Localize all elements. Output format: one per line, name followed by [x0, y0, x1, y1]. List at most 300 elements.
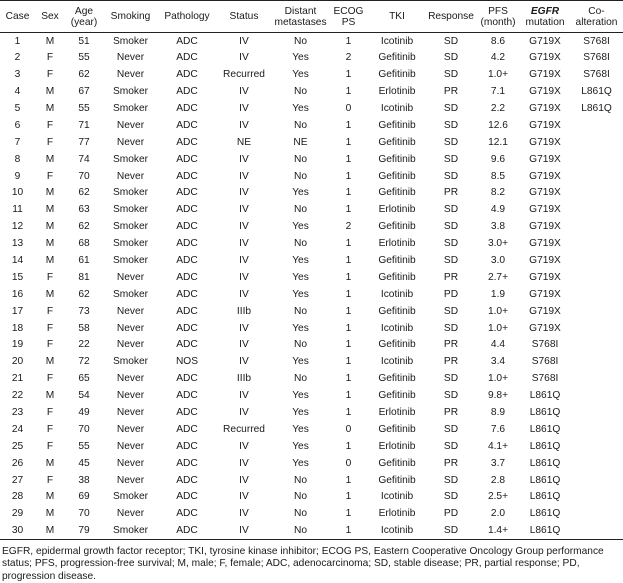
cell-age: 55 [78, 103, 90, 114]
cell-case: 4 [14, 86, 21, 98]
cell-age: 54 [78, 390, 90, 402]
cell-response: SD [443, 491, 459, 503]
cell-response: SD [443, 136, 459, 148]
cell-age: 67 [78, 86, 90, 98]
cell-co-alteration [570, 252, 623, 269]
cell-pfs: 3.7 [490, 457, 506, 469]
cell-tki: Erlotinib [378, 440, 416, 452]
cell-age: 65 [78, 373, 90, 385]
cell-co-alteration [570, 387, 623, 404]
cell-ecog-ps: 1 [345, 474, 352, 486]
cell-age: 62 [78, 69, 90, 81]
cell-sex: F [46, 52, 54, 64]
cell-smoking: Never [116, 407, 145, 419]
cell-distant-metastases: No [293, 474, 308, 486]
cell-smoking: Smoker [112, 187, 149, 199]
cell-response: SD [443, 221, 459, 233]
header-ecog-ps: ECOG PS [329, 1, 368, 33]
table-row [0, 303, 623, 320]
table-row [0, 505, 623, 522]
cell-egfr-mutation: G719X [529, 305, 561, 317]
cell-pathology: ADC [176, 170, 198, 182]
cell-sex: M [45, 187, 55, 199]
cell-pfs: 1.0+ [487, 69, 509, 81]
cell-sex: F [46, 271, 54, 283]
cell-pathology: ADC [176, 390, 198, 402]
cell-egfr-mutation: L861Q [529, 423, 561, 435]
cell-egfr-mutation: L861Q [520, 522, 570, 539]
table-row [0, 66, 623, 83]
table-header-row [0, 1, 623, 33]
cell-pathology: ADC [176, 187, 198, 199]
cell-co-alteration [570, 455, 623, 472]
cell-co-alteration [570, 303, 623, 320]
cell-case: 5 [14, 103, 21, 114]
cell-ecog-ps: 1 [345, 153, 352, 165]
cell-distant-metastases: Yes [292, 322, 309, 334]
cell-egfr-mutation: L861Q [529, 457, 561, 469]
cell-pfs: 1.0+ [487, 373, 509, 385]
cell-co-alteration [570, 438, 623, 455]
cell-pfs: 3.0+ [487, 238, 509, 250]
cell-status: IV [239, 271, 249, 283]
cell-status: IV [239, 221, 249, 233]
cell-ecog-ps: 1 [345, 356, 352, 368]
cell-distant-metastases: Yes [292, 356, 309, 368]
cell-tki: Icotinib [380, 322, 414, 334]
cell-egfr-mutation: G719X [529, 271, 561, 283]
cell-tki: Gefitinib [378, 170, 416, 182]
cell-smoking: Never [116, 170, 145, 182]
cell-status: IV [239, 187, 249, 199]
cell-pfs: 9.6 [490, 153, 506, 165]
cell-response: SD [443, 390, 459, 402]
header-case: Case [0, 1, 35, 33]
cell-age: 22 [78, 339, 90, 351]
cell-case: 17 [11, 305, 24, 317]
cell-smoking: Never [116, 69, 145, 81]
cell-tki: Icotinib [380, 491, 414, 503]
cell-egfr-mutation: G719X [529, 170, 561, 182]
table-row [0, 472, 623, 489]
cell-co-alteration [570, 201, 623, 218]
cell-smoking: Smoker [112, 238, 149, 250]
cell-ecog-ps: 2 [345, 221, 352, 233]
cell-tki: Icotinib [380, 288, 414, 300]
cell-tki: Gefitinib [378, 221, 416, 233]
cell-co-alteration [570, 353, 623, 370]
cell-ecog-ps: 1 [345, 288, 352, 300]
cell-distant-metastases: No [293, 170, 308, 182]
cell-pfs: 4.9 [490, 204, 506, 216]
cell-co-alteration: S768I [583, 52, 610, 64]
table-row [0, 404, 623, 421]
header-smoking: Smoking [103, 1, 158, 33]
cell-distant-metastases: No [293, 339, 308, 351]
cell-age: 45 [78, 457, 90, 469]
cell-status: IV [239, 153, 249, 165]
cell-pathology: ADC [176, 153, 198, 165]
cell-distant-metastases: Yes [292, 52, 309, 64]
cell-case: 15 [11, 271, 24, 283]
cell-co-alteration [570, 151, 623, 168]
cell-case: 18 [11, 322, 24, 334]
cell-egfr-mutation: L861Q [529, 508, 561, 520]
cell-pfs: 1.4+ [476, 522, 520, 539]
cell-distant-metastases: Yes [292, 187, 309, 199]
cell-distant-metastases: Yes [292, 407, 309, 419]
cell-case: 16 [11, 288, 24, 300]
table-row [0, 235, 623, 252]
cell-egfr-mutation: L861Q [529, 390, 561, 402]
cell-egfr-mutation: G719X [529, 187, 561, 199]
cell-ecog-ps: 0 [345, 457, 352, 469]
cell-tki: Gefitinib [378, 339, 416, 351]
cell-smoking: Never [116, 390, 145, 402]
cell-co-alteration: L861Q [581, 103, 612, 114]
cell-age: 77 [78, 136, 90, 148]
table-row [0, 320, 623, 337]
cell-tki: Icotinib [380, 356, 414, 368]
cell-case: 12 [11, 221, 24, 233]
cell-egfr-mutation: L861Q [529, 491, 561, 503]
cell-pfs: 2.7+ [487, 271, 509, 283]
cell-tki: Gefitinib [378, 136, 416, 148]
table-row [0, 387, 623, 404]
cell-ecog-ps: 1 [345, 305, 352, 317]
cell-age: 38 [78, 474, 90, 486]
cell-age: 71 [78, 119, 90, 131]
cell-status: IV [239, 407, 249, 419]
cell-pathology: ADC [176, 491, 198, 503]
cell-case: 13 [11, 238, 24, 250]
cell-sex: M [45, 103, 55, 114]
cell-pfs: 4.2 [490, 52, 506, 64]
cell-ecog-ps: 1 [345, 440, 352, 452]
cell-status: IV [239, 35, 249, 47]
cell-status: IV [239, 119, 249, 131]
cell-tki: Gefitinib [378, 153, 416, 165]
cell-co-alteration [570, 117, 623, 134]
cell-co-alteration [570, 134, 623, 151]
cell-distant-metastases: No [293, 153, 308, 165]
cell-co-alteration [570, 489, 623, 506]
cell-distant-metastases: No [293, 204, 308, 216]
cell-response: SD [443, 238, 459, 250]
cell-pfs: 7.1 [490, 86, 506, 98]
cell-co-alteration [570, 218, 623, 235]
header-pathology: Pathology [158, 1, 216, 33]
header-age: Age (year) [65, 1, 103, 33]
cell-pfs: 2.2 [490, 103, 506, 114]
cell-pathology: ADC [176, 221, 198, 233]
table-row [0, 201, 623, 218]
cell-distant-metastases: No [293, 305, 308, 317]
cell-ecog-ps: 1 [329, 522, 368, 539]
cell-ecog-ps: 1 [345, 255, 352, 267]
cell-pathology: ADC [176, 474, 198, 486]
cell-pathology: ADC [176, 119, 198, 131]
cell-pathology: NOS [175, 356, 199, 368]
cell-ecog-ps: 1 [345, 238, 352, 250]
cell-sex: M [45, 86, 55, 98]
table-row [0, 522, 623, 539]
cell-pathology: ADC [176, 204, 198, 216]
cell-pathology: ADC [176, 35, 198, 47]
cell-smoking: Never [116, 457, 145, 469]
cell-smoking: Never [116, 508, 145, 520]
cell-tki: Gefitinib [378, 305, 416, 317]
cell-age: 70 [78, 423, 90, 435]
cell-response: SD [443, 255, 459, 267]
cell-tki: Erlotinib [378, 238, 416, 250]
header-co-alteration: Co- alteration [570, 1, 623, 33]
cell-pfs: 8.5 [490, 170, 506, 182]
cell-response: SD [443, 423, 459, 435]
table-row [0, 353, 623, 370]
cell-status: Recurred [223, 69, 265, 81]
cell-egfr-mutation: G719X [529, 221, 561, 233]
cell-status: IV [239, 255, 249, 267]
table-body [0, 33, 623, 540]
cell-pathology: ADC [176, 288, 198, 300]
cell-distant-metastases: Yes [292, 103, 309, 114]
cell-case: 11 [12, 204, 23, 216]
header-response: Response [426, 1, 476, 33]
cell-case: 6 [14, 119, 21, 131]
cell-pathology: ADC [176, 373, 198, 385]
cell-age: 70 [78, 170, 90, 182]
cell-distant-metastases: No [293, 491, 308, 503]
cell-tki: Gefitinib [378, 255, 416, 267]
cell-egfr-mutation: S768I [531, 339, 559, 351]
cell-pathology: ADC [176, 103, 198, 114]
table-row [0, 421, 623, 438]
cell-response: SD [443, 119, 459, 131]
cell-ecog-ps: 1 [345, 491, 352, 503]
cell-status: IV [239, 238, 249, 250]
cell-response: PR [443, 187, 459, 199]
header-tki: TKI [368, 1, 426, 33]
cell-response: SD [443, 170, 459, 182]
cell-pfs: 2.0 [490, 508, 506, 520]
cell-tki: Gefitinib [378, 457, 416, 469]
cell-tki: Gefitinib [378, 390, 416, 402]
cell-age: 49 [78, 407, 90, 419]
cell-tki: Icotinib [368, 522, 426, 539]
cell-case: 19 [11, 339, 24, 351]
cell-response: SD [443, 204, 459, 216]
cell-pfs: 3.0 [490, 255, 506, 267]
cell-sex: F [46, 119, 54, 131]
cell-case: 23 [11, 407, 24, 419]
cell-distant-metastases: No [293, 373, 308, 385]
cell-status: IV [239, 86, 249, 98]
cell-distant-metastases: No [293, 238, 308, 250]
cell-ecog-ps: 1 [345, 136, 352, 148]
cell-ecog-ps: 1 [345, 508, 352, 520]
cell-sex: M [45, 491, 55, 503]
cell-tki: Gefitinib [378, 423, 416, 435]
cell-distant-metastases: Yes [292, 440, 309, 452]
cell-distant-metastases: Yes [292, 69, 309, 81]
cell-pathology: ADC [176, 305, 198, 317]
cell-co-alteration [570, 168, 623, 185]
cell-ecog-ps: 1 [345, 187, 352, 199]
cell-response: SD [426, 522, 476, 539]
cell-distant-metastases: Yes [292, 423, 309, 435]
cell-sex: F [46, 136, 54, 148]
cell-age: 79 [65, 522, 103, 539]
cell-distant-metastases: No [272, 522, 329, 539]
cell-ecog-ps: 0 [345, 103, 352, 114]
cell-smoking: Never [116, 322, 145, 334]
cell-ecog-ps: 1 [345, 119, 352, 131]
header-pfs: PFS (month) [476, 1, 520, 33]
cell-egfr-mutation: G719X [529, 322, 561, 334]
cell-egfr-mutation: G719X [529, 119, 561, 131]
cell-smoking: Smoker [112, 35, 149, 47]
cell-egfr-mutation: G719X [529, 288, 561, 300]
cell-co-alteration [570, 421, 623, 438]
cell-tki: Gefitinib [378, 119, 416, 131]
cell-smoking: Never [116, 339, 145, 351]
cell-status: IV [239, 508, 249, 520]
cell-co-alteration: S768I [583, 35, 610, 47]
cell-sex: M [35, 522, 65, 539]
cell-distant-metastases: Yes [292, 390, 309, 402]
cell-status: IV [239, 339, 249, 351]
cell-age: 63 [78, 204, 90, 216]
cell-pathology: ADC [176, 508, 198, 520]
cell-distant-metastases: Yes [292, 288, 309, 300]
cell-tki: Gefitinib [378, 271, 416, 283]
cell-response: SD [443, 35, 459, 47]
cell-status: NE [236, 136, 252, 148]
cell-pfs: 1.0+ [487, 305, 509, 317]
cell-case: 2 [14, 52, 21, 64]
cell-co-alteration [570, 505, 623, 522]
cell-co-alteration [570, 235, 623, 252]
table-row [0, 117, 623, 134]
cell-distant-metastases: Yes [292, 255, 309, 267]
cell-pfs: 8.2 [490, 187, 506, 199]
cell-ecog-ps: 1 [345, 204, 352, 216]
cell-pfs: 8.9 [490, 407, 506, 419]
cell-age: 62 [78, 221, 90, 233]
cell-ecog-ps: 1 [345, 407, 352, 419]
cell-ecog-ps: 1 [345, 35, 352, 47]
cell-ecog-ps: 1 [345, 271, 352, 283]
cell-sex: F [46, 322, 54, 334]
cell-sex: M [45, 238, 55, 250]
cell-smoking: Never [116, 440, 145, 452]
cell-smoking: Smoker [112, 356, 149, 368]
cell-age: 58 [78, 322, 90, 334]
table-row [0, 370, 623, 387]
cell-egfr-mutation: G719X [529, 136, 561, 148]
header-egfr-mutation: EGFR mutation [520, 1, 570, 33]
cell-pathology: ADC [176, 136, 198, 148]
cell-status: IV [239, 356, 249, 368]
cell-egfr-mutation: G719X [529, 204, 561, 216]
cell-status: IV [239, 170, 249, 182]
table-row [0, 33, 623, 50]
cell-tki: Gefitinib [378, 52, 416, 64]
cell-egfr-mutation: S768I [531, 356, 559, 368]
table-row [0, 438, 623, 455]
cell-ecog-ps: 0 [345, 423, 352, 435]
table-row [0, 100, 623, 117]
cell-smoking: Never [116, 271, 145, 283]
cell-case: 25 [11, 440, 24, 452]
table-row [0, 83, 623, 100]
cell-pathology: ADC [176, 457, 198, 469]
cell-smoking: Never [116, 474, 145, 486]
cell-co-alteration [570, 286, 623, 303]
cell-egfr-mutation: G719X [529, 52, 561, 64]
cell-response: PR [443, 271, 459, 283]
cell-smoking: Smoker [103, 522, 158, 539]
cell-egfr-mutation: G719X [529, 153, 561, 165]
cell-egfr-mutation: G719X [529, 255, 561, 267]
cell-pathology: ADC [176, 440, 198, 452]
cell-tki: Erlotinib [378, 204, 416, 216]
cell-pathology: ADC [176, 423, 198, 435]
cell-sex: F [46, 407, 54, 419]
cell-case: 28 [11, 491, 24, 503]
cell-age: 81 [78, 271, 90, 283]
cell-sex: F [46, 474, 54, 486]
cell-egfr-mutation: S768I [531, 373, 559, 385]
cell-case: 22 [11, 390, 24, 402]
cell-sex: M [45, 508, 55, 520]
cell-status: IV [239, 204, 249, 216]
cell-case: 27 [11, 474, 24, 486]
cell-status: IV [216, 522, 272, 539]
table-footnote: EGFR, epidermal growth factor receptor; TKI, tyrosine kinase inhibitor; ECOG PS, Eastern Cooperative Oncology Group performance status; PFS, progression-free survival; M, male; F, female; ADC, adenocarcinoma; SD, stable disease; PR, partial response; PD, progression disease. [2, 546, 604, 582]
cell-case: 26 [11, 457, 24, 469]
cell-status: IIIb [236, 305, 252, 317]
cell-case: 9 [14, 170, 21, 182]
cell-egfr-mutation: L861Q [529, 474, 561, 486]
cell-tki: Gefitinib [378, 69, 416, 81]
header-distant-metastases: Distant metastases [272, 1, 329, 33]
cell-sex: F [46, 339, 54, 351]
cell-response: PD [443, 508, 459, 520]
cell-sex: M [45, 356, 55, 368]
cell-age: 72 [78, 356, 90, 368]
cell-tki: Gefitinib [378, 187, 416, 199]
cell-distant-metastases: No [293, 35, 308, 47]
cell-smoking: Never [116, 52, 145, 64]
cell-case: 8 [14, 153, 21, 165]
cell-co-alteration [570, 404, 623, 421]
cell-response: SD [443, 305, 459, 317]
cell-response: SD [443, 440, 459, 452]
cell-case: 24 [11, 423, 24, 435]
cell-smoking: Never [116, 423, 145, 435]
table-row [0, 168, 623, 185]
cell-ecog-ps: 1 [345, 86, 352, 98]
cell-status: IV [239, 390, 249, 402]
cell-distant-metastases: No [293, 508, 308, 520]
table-row [0, 269, 623, 286]
cell-smoking: Never [116, 119, 145, 131]
cell-pathology: ADC [176, 52, 198, 64]
cell-response: SD [443, 373, 459, 385]
cell-status: IV [239, 288, 249, 300]
